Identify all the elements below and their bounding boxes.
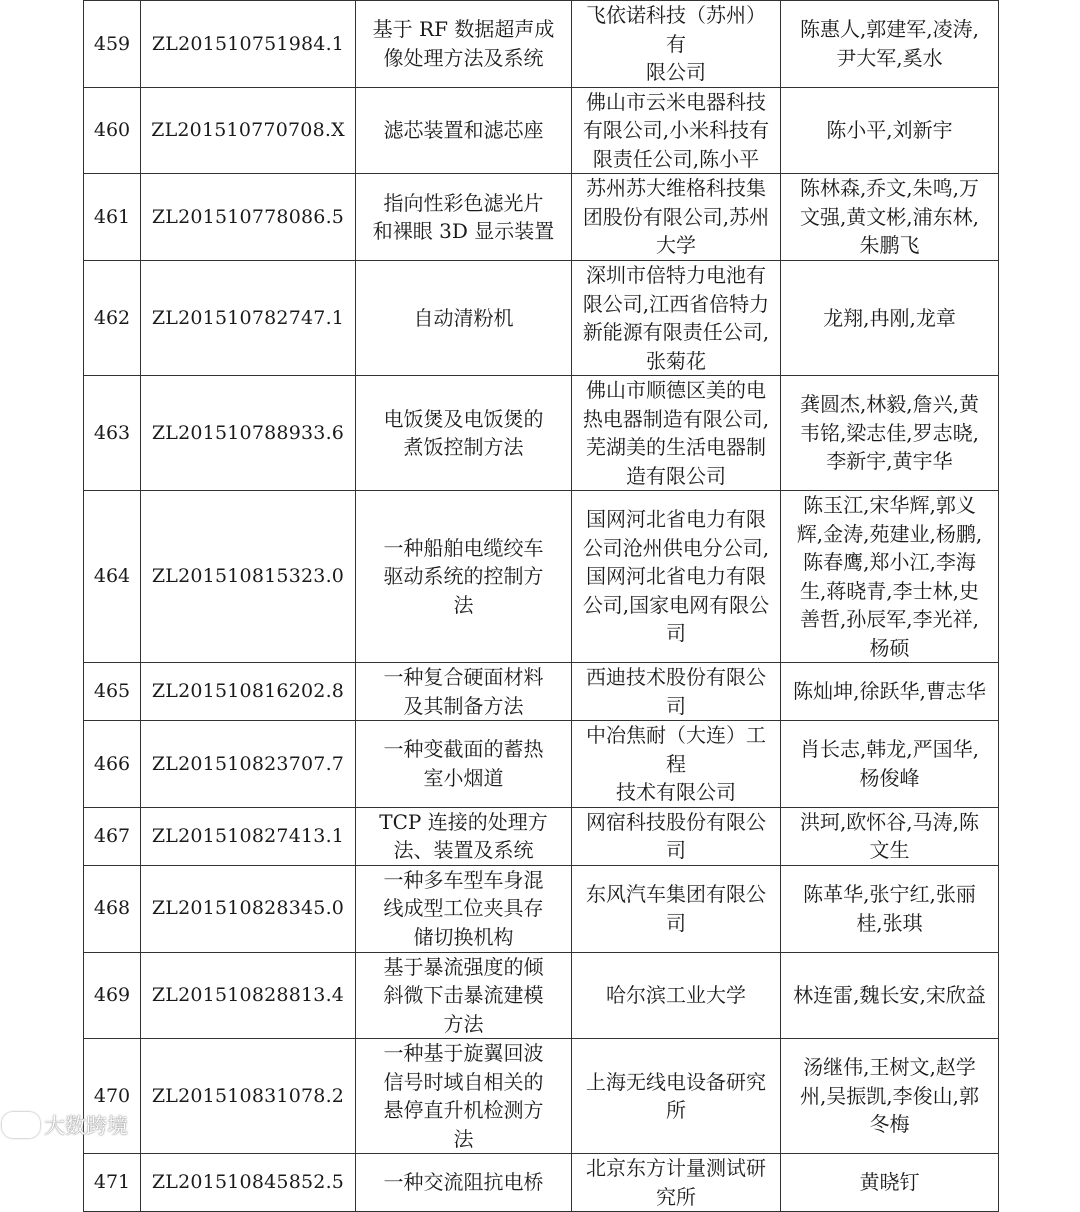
patent-inventors: 肖长志,韩龙,严国华, 杨俊峰: [781, 721, 999, 808]
patent-owner: 网宿科技股份有限公 司: [572, 807, 781, 865]
patent-number: ZL201510778086.5: [141, 174, 356, 261]
table-row: [84, 865, 999, 952]
patent-owner: 上海无线电设备研究 所: [572, 1039, 781, 1154]
patent-inventors: 汤继伟,王树文,赵学 州,吴振凯,李俊山,郭 冬梅: [781, 1039, 999, 1154]
row-number: 463: [84, 376, 141, 491]
patent-owner: 佛山市顺德区美的电 热电器制造有限公司, 芜湖美的生活电器制 造有限公司: [572, 376, 781, 491]
row-number: 460: [84, 87, 141, 174]
row-number: 459: [84, 1, 141, 88]
patent-title: 自动清粉机: [356, 261, 572, 376]
patent-owner: 佛山市云米电器科技 有限公司,小米科技有 限责任公司,陈小平: [572, 87, 781, 174]
patent-title: 基于暴流强度的倾 斜微下击暴流建模 方法: [356, 952, 572, 1039]
patent-number: ZL201510831078.2: [141, 1039, 356, 1154]
patent-number: ZL201510751984.1: [141, 1, 356, 88]
patent-title: 基于 RF 数据超声成 像处理方法及系统: [356, 1, 572, 88]
patent-inventors: 陈小平,刘新宇: [781, 87, 999, 174]
watermark-text: 大数跨境: [44, 1114, 128, 1138]
patent-number: ZL201510827413.1: [141, 807, 356, 865]
row-number: 465: [84, 663, 141, 721]
patent-title: TCP 连接的处理方 法、装置及系统: [356, 807, 572, 865]
row-number: 464: [84, 491, 141, 663]
patent-owner: 东风汽车集团有限公 司: [572, 865, 781, 952]
row-number: 466: [84, 721, 141, 808]
patent-owner: 西迪技术股份有限公 司: [572, 663, 781, 721]
patent-number: ZL201510770708.X: [141, 87, 356, 174]
row-number: 468: [84, 865, 141, 952]
watermark: [2, 1110, 128, 1140]
patent-number: ZL201510828345.0: [141, 865, 356, 952]
patent-inventors: 陈灿坤,徐跃华,曹志华: [781, 663, 999, 721]
patent-owner: 飞依诺科技（苏州）有 限公司: [572, 1, 781, 88]
row-number: 467: [84, 807, 141, 865]
patent-number: ZL201510828813.4: [141, 952, 356, 1039]
table-row: [84, 87, 999, 174]
row-number: 469: [84, 952, 141, 1039]
table-row: [84, 663, 999, 721]
patent-inventors: 龚圆杰,林毅,詹兴,黄 韦铭,梁志佳,罗志晓, 李新宇,黄宇华: [781, 376, 999, 491]
row-number: 462: [84, 261, 141, 376]
patent-owner: 苏州苏大维格科技集 团股份有限公司,苏州 大学: [572, 174, 781, 261]
table-row: [84, 721, 999, 808]
table-row: [84, 807, 999, 865]
patent-inventors: 林连雷,魏长安,宋欣益: [781, 952, 999, 1039]
table-row: [84, 1039, 999, 1154]
patent-title: 一种交流阻抗电桥: [356, 1154, 572, 1212]
patent-inventors: 洪珂,欧怀谷,马涛,陈 文生: [781, 807, 999, 865]
patent-inventors: 陈玉江,宋华辉,郭义 辉,金涛,苑建业,杨鹏, 陈春鹰,郑小江,李海 生,蒋晓青,李士林,史 善哲,孙辰军,李光祥, 杨硕: [781, 491, 999, 663]
patent-number: ZL201510782747.1: [141, 261, 356, 376]
patent-table: [83, 0, 999, 1212]
patent-title: 指向性彩色滤光片 和裸眼 3D 显示装置: [356, 174, 572, 261]
patent-inventors: 黄晓钉: [781, 1154, 999, 1212]
patent-title: 一种变截面的蓄热 室小烟道: [356, 721, 572, 808]
patent-inventors: 陈林森,乔文,朱鸣,万 文强,黄文彬,浦东林, 朱鹏飞: [781, 174, 999, 261]
patent-owner: 国网河北省电力有限 公司沧州供电分公司, 国网河北省电力有限 公司,国家电网有限公 司: [572, 491, 781, 663]
table-row: [84, 1, 999, 88]
patent-title: 一种船舶电缆绞车 驱动系统的控制方 法: [356, 491, 572, 663]
patent-title: 电饭煲及电饭煲的 煮饭控制方法: [356, 376, 572, 491]
patent-title: 一种基于旋翼回波 信号时域自相关的 悬停直升机检测方 法: [356, 1039, 572, 1154]
patent-inventors: 陈惠人,郭建军,凌涛, 尹大军,奚水: [781, 1, 999, 88]
table-row: [84, 261, 999, 376]
patent-owner: 北京东方计量测试研 究所: [572, 1154, 781, 1212]
patent-inventors: 龙翔,冉刚,龙章: [781, 261, 999, 376]
patent-number: ZL201510788933.6: [141, 376, 356, 491]
row-number: 461: [84, 174, 141, 261]
watermark-logo-icon: [2, 1112, 40, 1138]
patent-number: ZL201510823707.7: [141, 721, 356, 808]
table-row: [84, 174, 999, 261]
patent-title: 滤芯装置和滤芯座: [356, 87, 572, 174]
table-row: [84, 1154, 999, 1212]
patent-number: ZL201510815323.0: [141, 491, 356, 663]
patent-number: ZL201510845852.5: [141, 1154, 356, 1212]
patent-owner: 深圳市倍特力电池有 限公司,江西省倍特力 新能源有限责任公司, 张菊花: [572, 261, 781, 376]
row-number: 470: [84, 1039, 141, 1154]
row-number: 471: [84, 1154, 141, 1212]
table-row: [84, 952, 999, 1039]
patent-title: 一种多车型车身混 线成型工位夹具存 储切换机构: [356, 865, 572, 952]
table-row: [84, 491, 999, 663]
patent-owner: 中冶焦耐（大连）工程 技术有限公司: [572, 721, 781, 808]
patent-title: 一种复合硬面材料 及其制备方法: [356, 663, 572, 721]
patent-number: ZL201510816202.8: [141, 663, 356, 721]
patent-owner: 哈尔滨工业大学: [572, 952, 781, 1039]
patent-inventors: 陈革华,张宁红,张丽 桂,张琪: [781, 865, 999, 952]
table-row: [84, 376, 999, 491]
